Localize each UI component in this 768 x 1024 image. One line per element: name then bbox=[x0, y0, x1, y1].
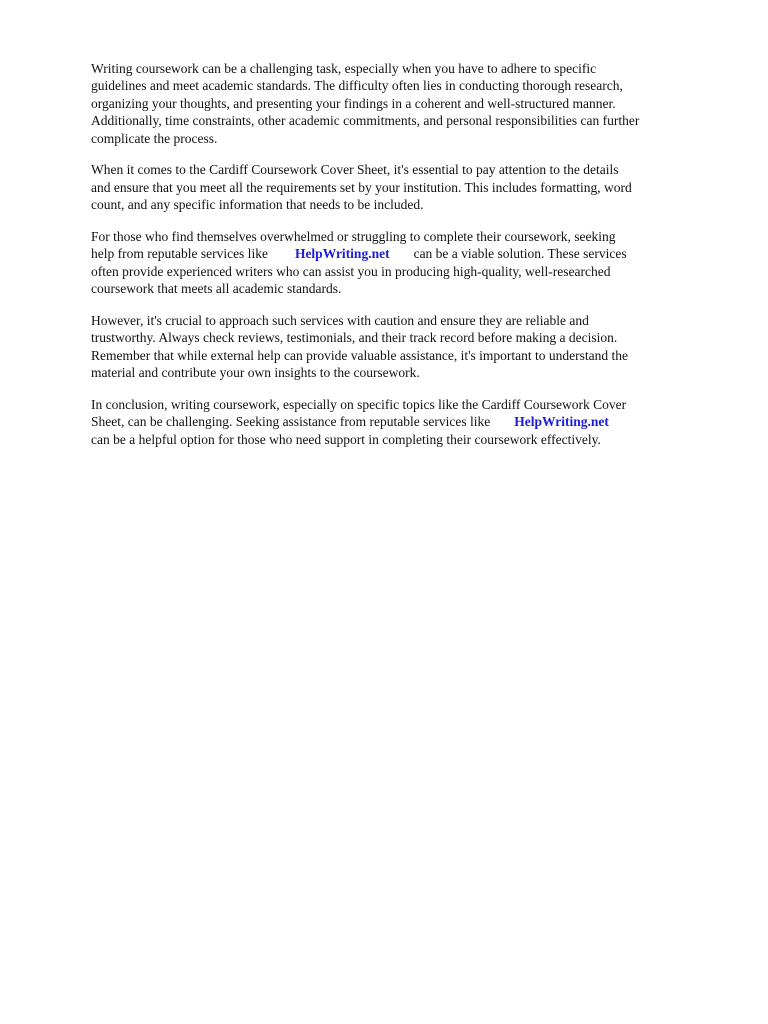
text-line-with-link bbox=[91, 245, 731, 262]
text-line-with-link bbox=[91, 413, 731, 430]
text-segment: can be a viable solution. These services bbox=[413, 246, 627, 262]
text-segment: Sheet, can be challenging. Seeking assistance from reputable services like bbox=[91, 414, 491, 430]
text-line: organizing your thoughts, and presenting your findings in a coherent and well-structured manner. bbox=[91, 95, 616, 111]
text-segment: help from reputable services like bbox=[91, 246, 268, 262]
text-line: coursework that meets all academic standards. bbox=[91, 281, 342, 297]
text-line: When it comes to the Cardiff Coursework Cover Sheet, it's essential to pay attention to the details bbox=[91, 162, 619, 178]
helpwriting-link[interactable]: HelpWriting.net bbox=[294, 246, 390, 262]
text-line: guidelines and meet academic standards. The difficulty often lies in conducting thorough research, bbox=[91, 78, 623, 94]
helpwriting-link[interactable]: HelpWriting.net bbox=[514, 414, 609, 430]
text-line: However, it's crucial to approach such services with caution and ensure they are reliable and bbox=[91, 312, 589, 328]
paragraph-conclusion bbox=[91, 396, 731, 448]
text-line: material and contribute your own insights to the coursework. bbox=[91, 365, 420, 381]
text-line: can be a helpful option for those who need support in completing their coursework effectively. bbox=[91, 431, 601, 447]
text-line: In conclusion, writing coursework, especially on specific topics like the Cardiff Coursework Cover bbox=[91, 396, 627, 412]
text-line: Writing coursework can be a challenging task, especially when you have to adhere to specific bbox=[91, 61, 597, 76]
paragraph-intro bbox=[91, 60, 731, 147]
paragraph-cover-sheet bbox=[91, 161, 731, 213]
text-line: count, and any specific information that needs to be included. bbox=[91, 197, 424, 213]
document-body bbox=[91, 60, 731, 462]
paragraph-caution bbox=[91, 312, 731, 382]
text-line: and ensure that you meet all the requirements set by your institution. This includes formatting, word bbox=[91, 179, 632, 195]
text-line: Additionally, time constraints, other academic commitments, and personal responsibilities can further bbox=[91, 113, 640, 129]
paragraph-services bbox=[91, 228, 731, 298]
text-line: complicate the process. bbox=[91, 130, 218, 146]
text-line: often provide experienced writers who can assist you in producing high-quality, well-researched bbox=[91, 263, 611, 279]
text-line: For those who find themselves overwhelmed or struggling to complete their coursework, seeking bbox=[91, 228, 616, 244]
text-line: Remember that while external help can provide valuable assistance, it's important to understand the bbox=[91, 347, 629, 363]
text-line: trustworthy. Always check reviews, testimonials, and their track record before making a decision. bbox=[91, 330, 618, 346]
